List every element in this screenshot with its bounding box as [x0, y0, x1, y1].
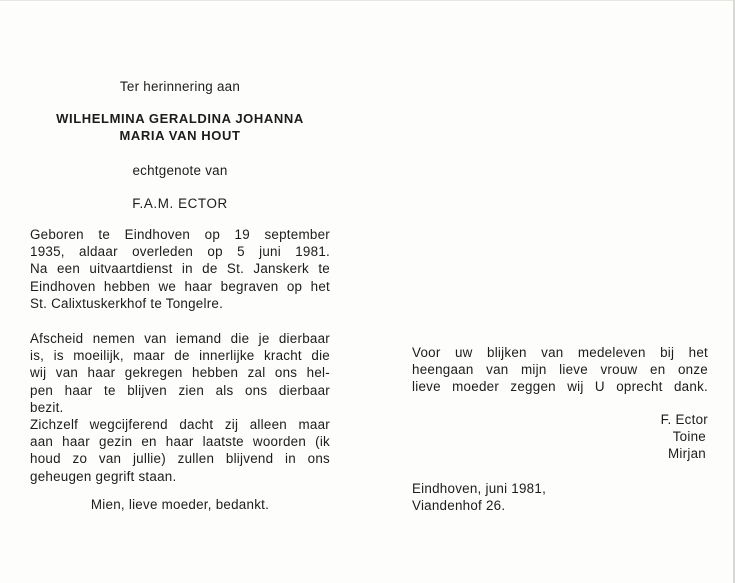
biography-line: Geboren te Eindhoven op 19 september: [30, 227, 330, 242]
sign-off: Mien, lieve moeder, bedankt.: [90, 497, 270, 512]
farewell-line: Afscheid nemen van iemand die je dierbaar: [30, 331, 330, 346]
thanks-line: heengaan van mijn lieve vrouw en onze: [412, 362, 708, 378]
deceased-name-line-2: MARIA VAN HOUT: [119, 128, 241, 143]
place-date: Eindhoven, juni 1981,: [412, 481, 547, 496]
biography-line: 1935, aldaar overleden op 5 juni 1981.: [30, 244, 330, 260]
farewell-line: geheugen gegrift staan.: [30, 468, 177, 484]
signature-toine: Toine: [672, 429, 706, 444]
deceased-name-line-1: WILHELMINA GERALDINA JOHANNA: [56, 111, 304, 126]
farewell-paragraph: [30, 330, 330, 485]
thanks-paragraph: [412, 344, 708, 396]
thanks-line: lieve moeder zeggen wij U oprecht dank.: [412, 379, 708, 395]
biography-line: Na een uitvaartdienst in de St. Janskerk te: [30, 261, 330, 277]
farewell-line: bezit.: [30, 399, 64, 415]
farewell-line: Zichzelf wegcijferend dacht zij alleen maar: [30, 417, 330, 433]
signature-mirjan: Mirjan: [668, 446, 706, 461]
farewell-line: pen haar te blijven zien als ons dierbaar: [30, 382, 330, 398]
farewell-line: is, is moeilijk, maar de innerlijke kracht die: [30, 348, 330, 364]
signature-f-ector: F. Ector: [660, 412, 708, 427]
biography-paragraph: [30, 226, 330, 312]
spouse-intro: echtgenote van: [132, 163, 228, 178]
farewell-line: wij van haar gekregen hebben zal ons hel-: [30, 365, 330, 381]
biography-line: Eindhoven hebben we haar begraven op het: [30, 278, 330, 294]
biography-line: St. Calixtuskerkhof te Tongelre.: [30, 295, 224, 311]
spouse-name: F.A.M. ECTOR: [132, 196, 228, 211]
farewell-line: houd zo van jullie) zullen blijvend in ons: [30, 451, 330, 467]
farewell-line: aan haar gezin en haar laatste woorden (ik: [30, 434, 330, 450]
thanks-line: Voor uw blijken van medeleven bij het: [412, 345, 708, 360]
card-top-edge: [0, 0, 735, 1]
address: Viandenhof 26.: [412, 498, 506, 513]
remembrance-intro: Ter herinnering aan: [119, 79, 241, 94]
